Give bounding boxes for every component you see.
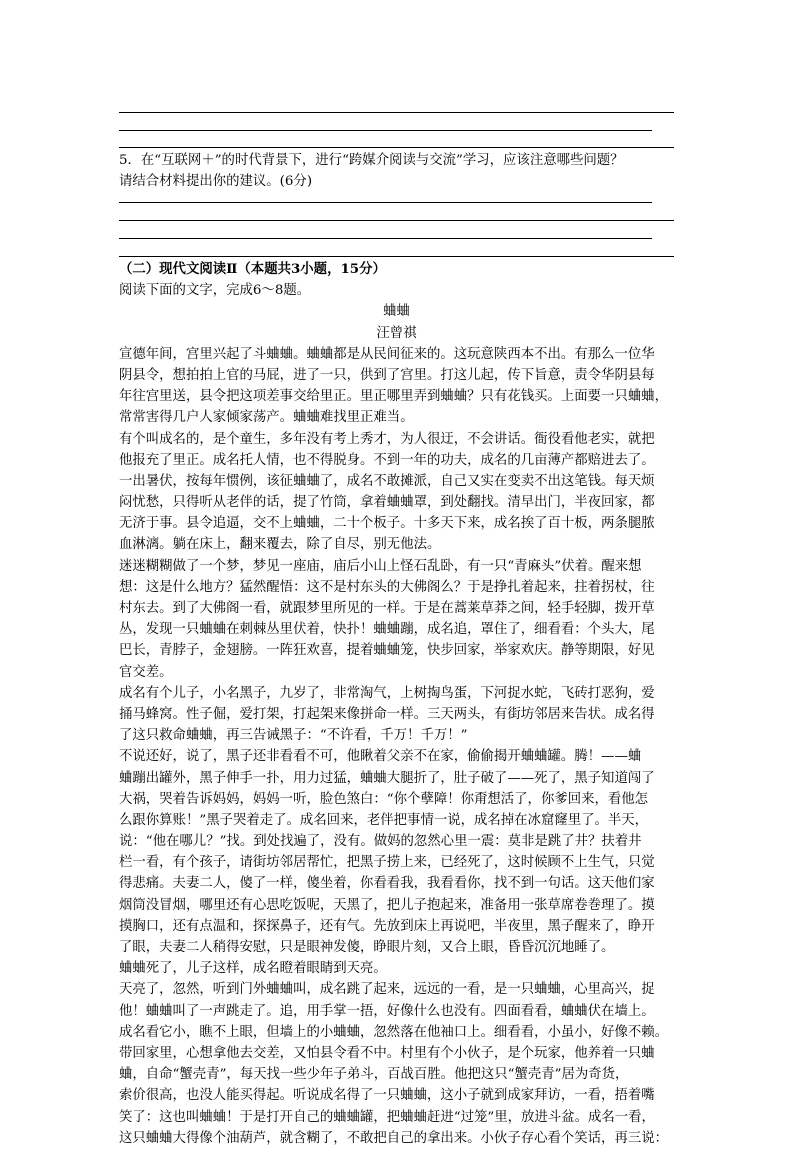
- answer-line: [119, 147, 674, 148]
- story-line: 不说还好，说了，黑子还非看看不可，他瞅着父亲不在家，偷偷揭开蛐蛐罐。腾！——蛐: [119, 749, 642, 765]
- story-line: 这只蛐蛐大得像个油葫芦，就含糊了，不敢把自己的拿出来。小伙子存心看个笑话，再三说：: [119, 1130, 669, 1146]
- answer-line: [119, 112, 674, 113]
- story-line: 宣德年间，宫里兴起了斗蛐蛐。蛐蛐都是从民间征来的。这玩意陕西本不出。有那么一位华: [119, 346, 655, 362]
- story-author: 汪曾祺: [376, 325, 417, 341]
- story-line: 了这只救命蛐蛐，再三告诫黑子：“不许看，千万！千万！”: [119, 728, 468, 744]
- story-line: 他！蛐蛐叫了一声跳走了。追，用手掌一捂，好像什么也没有。四面看看，蛐蛐伏在墙上。: [119, 1003, 655, 1019]
- story-line: 他报充了里正。成名托人情，也不得脱身。不到一年的功夫，成名的几亩薄产都赔进去了。: [119, 452, 655, 468]
- story-line: 血淋漓。躺在床上，翻来覆去，除了自尽，别无他法。: [119, 537, 441, 553]
- answer-line: [119, 202, 652, 203]
- story-line: 天亮了，忽然，听到门外蛐蛐叫，成名跳了起来，远远的一看，是一只蛐蛐，心里高兴，捉: [119, 982, 655, 998]
- story-line: 捅马蜂窝。性子倔，爱打架，打起架来像拼命一样。三天两头，有街坊邻居来告状。成名得: [119, 706, 655, 722]
- story-line: 得悲痛。夫妻二人，傻了一样，傻坐着，你看看我，我看看你，找不到一句话。这天他们家: [119, 876, 655, 892]
- story-body: [119, 344, 674, 1149]
- story-line: 索价很高，也没人能买得起。听说成名得了一只蛐蛐，这小子就到成家拜访，一看，捂着嘴: [119, 1088, 655, 1104]
- section-heading: （二）现代文阅读Ⅱ（本题共3小题，15分）: [119, 261, 386, 277]
- answer-line: [119, 130, 652, 131]
- section-instruction: 阅读下面的文字，完成6～8题。: [119, 283, 311, 299]
- story-line: 阴县令，想拍拍上官的马屁，进了一只，供到了宫里。打这儿起，传下旨意，责令华阴县每: [119, 367, 655, 383]
- story-line: 摸胸口，还有点温和，探探鼻子，还有气。先放到床上再说吧，半夜里，黑子醒来了，睁开: [119, 918, 655, 934]
- story-line: 说：“他在哪儿？”找。到处找遍了，没有。做妈的忽然心里一震：莫非是跳了井？扶着井: [119, 834, 642, 850]
- story-line: 官交差。: [119, 664, 173, 680]
- story-line: 迷迷糊糊做了一个梦，梦见一座庙，庙后小山上怪石乱卧，有一只“青麻头”伏着。醒来想: [119, 558, 642, 574]
- story-line: 成名看它小，瞧不上眼，但墙上的小蛐蛐，忽然落在他袖口上。细看看，小虽小，好像不赖。: [119, 1024, 669, 1040]
- answer-line: [119, 238, 652, 239]
- story-line: 蛐，自命“蟹壳青”，每天找一些少年子弟斗，百战百胜。他把这只“蟹壳青”居为奇货，: [119, 1067, 629, 1083]
- story-line: 年往宫里送，县令把这项差事交给里正。里正哪里弄到蛐蛐？只有花钱买。上面要一只蛐蛐，: [119, 389, 669, 405]
- story-line: 闷忧愁，只得听从老伴的话，提了竹筒，拿着蛐蛐罩，到处翻找。清早出门，半夜回家，都: [119, 495, 655, 511]
- story-line: 么跟你算账！”黑子哭着走了。成名回来，老伴把事情一说，成名掉在冰窟窿里了。半天，: [119, 812, 649, 828]
- story-line: 笑了：这也叫蛐蛐！于是打开自己的蛐蛐罐，把蛐蛐赶进“过笼”里，放进斗盆。成名一看，: [119, 1109, 655, 1125]
- question-5-line-1: 5．在“互联网＋”的时代背景下，进行“跨媒介阅读与交流”学习，应该注意哪些问题？: [119, 153, 624, 168]
- story-line: 蛐蹦出罐外，黑子伸手一扑，用力过猛，蛐蛐大腿折了，肚子破了——死了，黑子知道闯了: [119, 770, 655, 786]
- story-line: 成名有个儿子，小名黑子，九岁了，非常淘气，上树掏鸟蛋，下河捉水蛇，飞砖打恶狗，爱: [119, 685, 655, 701]
- story-line: 栏一看，有个孩子，请街坊邻居帮忙，把黑子捞上来，已经死了，这时候顾不上生气，只觉: [119, 855, 655, 871]
- story-line: 大祸，哭着告诉妈妈，妈妈一听，脸色煞白：“你个孽障！你甭想活了，你爹回来，看他怎: [119, 791, 649, 807]
- story-line: 一出暑伏，按每年惯例，该征蛐蛐了，成名不敢摊派，自己又实在变卖不出这笔钱。每天烦: [119, 473, 655, 489]
- story-line: 有个叫成名的，是个童生，多年没有考上秀才，为人很迂，不会讲话。衙役看他老实，就把: [119, 431, 655, 447]
- question-5: [119, 150, 674, 192]
- answer-line: [119, 256, 674, 257]
- story-line: 村东去。到了大佛阁一看，就跟梦里所见的一样。于是在蒿莱草莽之间，轻手轻脚，拨开草: [119, 601, 655, 616]
- story-line: 蛐蛐死了，儿子这样，成名瞪着眼睛到天亮。: [119, 961, 387, 977]
- story-line: 烟筒没冒烟，哪里还有心思吃饭呢，天黑了，把儿子抱起来，准备用一张草席卷巻理了。摸: [119, 897, 655, 913]
- story-line: 巴长，青脖子，金翅膀。一阵狂欢喜，提着蛐蛐笼，快步回家，举家欢庆。静等期限，好见: [119, 643, 655, 659]
- story-line: 丛，发现一只蛐蛐在刺棘丛里伏着，快扑！蛐蛐蹦，成名追，罩住了，细看看：个头大，尾: [119, 622, 655, 638]
- story-title: 蛐蛐: [383, 304, 410, 320]
- story-line: 了眼，夫妻二人稍得安慰，只是眼神发傻，睁眼片刻，又合上眼，昏昏沉沉地睡了。: [119, 940, 615, 955]
- question-5-line-2: 请结合材料提出你的建议。(6分): [119, 174, 313, 190]
- answer-line: [119, 220, 674, 221]
- story-line: 无济于事。县令追逼，交不上蛐蛐，二十个板子。十多天下来，成名挨了百十板，两条腿脓: [119, 516, 655, 532]
- section-2: [119, 259, 674, 1149]
- story-line: 想：这是什么地方？猛然醒悟：这不是村东头的大佛阁么？于是挣扎着起来，拄着拐杖，往: [119, 579, 655, 595]
- story-line: 常常害得几户人家倾家荡产。蛐蛐难找里正难当。: [119, 410, 414, 426]
- story-line: 带回家里，心想拿他去交差，又怕县令看不中。村里有个小伙子，是个玩家，他养着一只蛐: [119, 1045, 655, 1061]
